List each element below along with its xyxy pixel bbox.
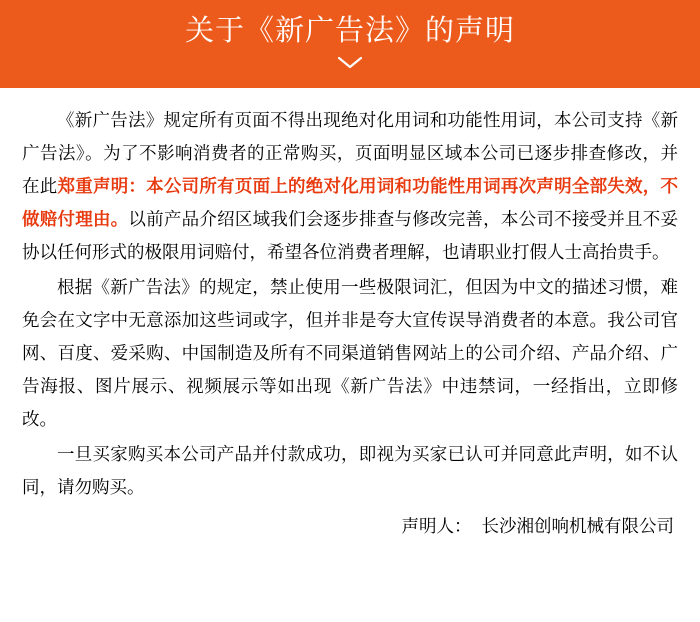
paragraph-3 [22,438,678,504]
signature-line [22,510,678,542]
paragraph-2 [22,271,678,436]
signature-company: 长沙湘创响机械有限公司 [481,516,674,536]
paragraph-2-text: 根据《新广告法》的规定，禁止使用一些极限词汇，但因为中文的描述习惯，难免会在文字中无意添加这些词或字，但并非是夸大宣传误导消费者的本意。我公司官网、百度、爱采购、中国制造及所有不同渠道销售网站上的公司介绍、产品介绍、广告海报、图片展示、视频展示等如出现《新广告法》中违禁词，一经指出，立即修改。 [22,277,678,429]
paragraph-1-part-2: 以前产品介绍区域我们会逐步排查与修改完善，本公司不接受并且不妥协以任何形式的极限用词赔付，希望各位消费者理解，也请职业打假人士高抬贵手。 [22,209,679,262]
paragraph-1-highlight: 郑重声明：本公司所有页面上的绝对化用词和功能性用词再次声明全部失效，不做赔付理由。 [22,176,679,229]
page-header-banner [0,0,700,88]
chevron-down-icon [337,56,363,70]
page-title: 关于《新广告法》的声明 [184,15,515,47]
paragraph-1-part-1: 《新广告法》规定所有页面不得出现绝对化用词和功能性用词，本公司支持《新广告法》。为了不影响消费者的正常购买，页面明显区域本公司已逐步排查修改，并在此 [22,110,678,196]
signature-label: 声明人： [401,516,472,536]
paragraph-3-text: 一旦买家购买本公司产品并付款成功，即视为买家已认可并同意此声明，如不认同，请勿购买。 [22,444,678,497]
statement-body [0,88,700,542]
paragraph-1 [22,104,678,269]
